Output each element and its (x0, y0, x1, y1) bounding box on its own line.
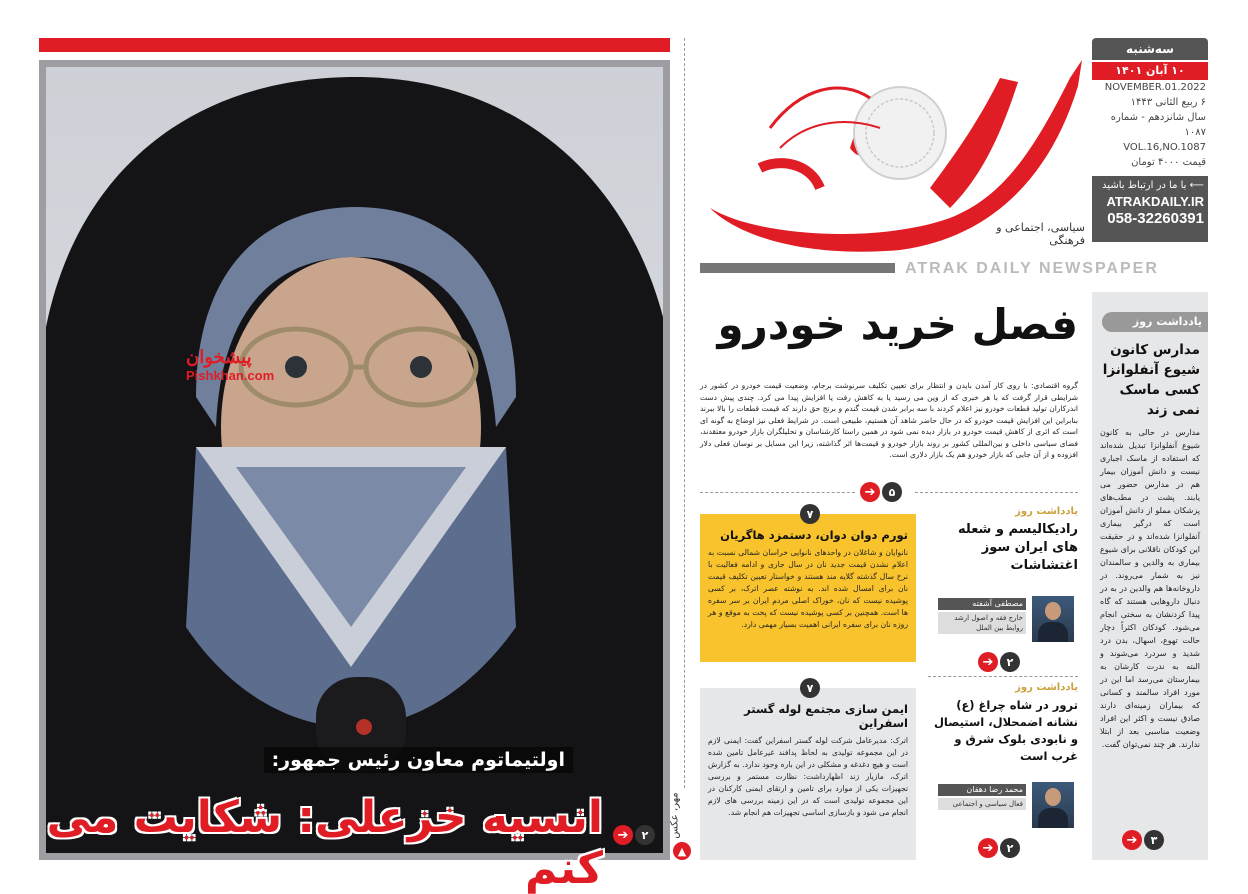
main-headline[interactable]: فصل خرید خودرو (717, 300, 1078, 349)
arrow-up-icon[interactable]: ▲ (673, 842, 691, 860)
phone-number[interactable]: 058-32260391 (1107, 210, 1204, 227)
note-body: مدارس در حالی به کانون شیوع آنفلوانزا تبدیل شده‌اند که استفاده از ماسک اجباری نیست و دانش آموزان بیمار هم در مدارس حضور می یابند. پشت در مطب‌های پزشکان مملو از دانش آموزان است که درگیر بیماری آنفلوانزا شده‌اند و در حقیقت این کودکان ناقلانی برای شیوع بیماری به والدین و سالمندان نیز به شمار می‌روند. در داروخانه‌ها هم والدین در به در دنبال داروهایی هستند که گاه پیدا کردنشان به سختی انجام می‌شود. کودکان اکثراً دچار حالت تهوع، اسهال، بدن درد شدید و سردرد می‌شوند و البته به ندرت کارشان به بیمارستان می‌رسد اما این در مورد افراد سالمند و کسانی که بیماران زمینه‌ای دارند صادق نیست و اکثر این افراد وضعیت مناسبی بعد از ابتلا ندارند. هر چند نمی‌توان گفت. (1100, 428, 1200, 749)
author-photo (1032, 782, 1074, 828)
photo-kicker: اولتیماتوم معاون رئیس جمهور: (264, 747, 573, 773)
arrow-right-icon: ➔ (860, 482, 880, 502)
dashed-divider (700, 492, 855, 493)
mid-tag: یادداشت روز (1015, 506, 1078, 517)
mid-title[interactable]: ترور در شاه چراغ (ع) نشانه اضمحلال، استیصال و نابودی بلوک شرق و غرب است (933, 698, 1078, 763)
author-role: خارج فقه و اصول ارشد روابط بین الملل (938, 612, 1026, 634)
contact-label (1096, 180, 1204, 191)
date-english: NOVEMBER.01.2022 (1104, 82, 1206, 93)
arrow-right-icon: ➔ (978, 652, 998, 672)
mid-note-bottom (928, 682, 1078, 860)
contact-box (1092, 176, 1208, 242)
note-page-link[interactable] (1122, 830, 1164, 850)
contact-label-text: با ما در ارتباط باشید (1102, 180, 1187, 191)
main-body: گروه اقتصادی: با روی کار آمدن بایدن و انتظار برای تعیین تکلیف سرنوشت برجام، وضعیت قیمت خودرو در کشور در شرایطی قرار گرفت که با هر خبری که از وین می رسید یا به کاهش رفت یا افزایش پیدا می کرد. چندی پیش دست اندرکاران تولید قطعات خودرو نیز اعلام کردند با سه برابر شدن قیمت گندم و برنج حق دارند که قیمت قطعات را بالا ببرند بنابراین این افزایش قیمت خودرو که در حال حاضر شاهد آن هستیم، طبیعی است. در شرایط فعلی نیز اوضاع به گونه ای است که اثری از کاهش قیمت خودرو در بازار دیده نمی شود در همین راستا کارشناسان و تحلیلگران بازار خودرو معتقدند، فضای سیاسی داخلی و بین‌المللی کشور بر روند بازار خودرو و قیمت‌ها اثر گذاشته، زیرا این مسایل بر نوسان فعلی دلار افزوده و از آن جایی که بازار خودرو هم یک بازار دلاری است. (700, 381, 1078, 459)
english-name-bar (700, 260, 1208, 276)
cover-photo[interactable] (46, 67, 663, 894)
photo-headline[interactable]: انسیه خزعلی: شکایت می کنم (46, 792, 603, 894)
note-title[interactable]: مدارس کانون شیوع آنفلوانزا کسی ماسک نمی زند (1102, 342, 1200, 418)
dashed-divider (915, 492, 1078, 493)
page-number: ۲ (1000, 652, 1020, 672)
note-tag: یادداشت روز (1102, 312, 1208, 332)
red-top-bar (39, 38, 670, 52)
author-role: فعال سیاسی و اجتماعی (938, 798, 1026, 810)
arrow-right-icon: ➔ (613, 825, 633, 845)
mid-title[interactable]: رادیکالیسم و شعله های ایران سوز اغتشاشات (958, 522, 1078, 573)
mid-note-top (928, 506, 1078, 676)
portrait-illustration (46, 67, 663, 853)
page-badge[interactable]: ۷ (800, 678, 820, 698)
page-number: ۳ (1144, 830, 1164, 850)
author-card (934, 596, 1074, 642)
gray-box-body: اترک: مدیرعامل شرکت لوله گستر اسفراین گفت: ایمنی لازم در این مجموعه تولیدی به لحاظ پدافند غیرعامل تامین شده است و هیچ دغدغه و مشکلی در این باره وجود ندارد. به گزارش اترک، مازیار زند اظهارداشت: نظارت مستمر و بررسی تجهیزات یکی از موارد برای تامین و ارتقای ایمنی کارکنان در این مجموعه تولیدی است که در این زمینه بررسی های لازم انجام می شود و بازسازی اساسی تجهیزات هم انجام شد. (708, 736, 908, 817)
author-card (934, 782, 1074, 828)
watermark-fa: پیشخوان (186, 347, 252, 367)
yellow-box-title[interactable]: تورم دوان دوان، دستمزد هاگریان (720, 528, 908, 542)
issue-persian: سال شانزدهم - شماره ۱۰۸۷ (1110, 112, 1206, 138)
page-number: ۲ (635, 825, 655, 845)
gray-bar (700, 263, 895, 273)
photo-page-link[interactable] (613, 825, 655, 845)
yellow-news-box (700, 507, 916, 662)
page-number: ۲ (1000, 838, 1020, 858)
arrow-right-icon: ➔ (1122, 830, 1142, 850)
date-persian: ۱۰ آبان ۱۴۰۱ (1092, 62, 1208, 80)
weekday: سه‌شنبه (1092, 38, 1208, 60)
cover-photo-panel (39, 38, 670, 894)
gray-box-title[interactable]: ایمن سازی مجتمع لوله گستر اسفراین (744, 702, 908, 730)
column-separator (684, 38, 685, 788)
daily-note-column (1092, 292, 1208, 860)
main-page-link[interactable] (860, 482, 902, 502)
mid-top-page-link[interactable] (978, 652, 1020, 672)
photo-credit-text: مهر، عکس (669, 792, 681, 839)
author-name: مصطفی آشفته (938, 598, 1026, 610)
masthead-tagline: سیاسی، اجتماعی و فرهنگی (996, 221, 1085, 247)
gray-news-box (700, 681, 916, 860)
arrow-left-icon: ⟵ (1189, 180, 1204, 191)
date-hijri: ۶ ربیع الثانی ۱۴۴۳ (1130, 97, 1206, 108)
website-link[interactable]: ATRAKDAILY.IR (1106, 194, 1204, 209)
page-badge[interactable]: ۷ (800, 504, 820, 524)
issue-english: VOL.16,NO.1087 (1123, 142, 1206, 153)
english-name: ATRAK DAILY NEWSPAPER (905, 260, 1159, 277)
watermark-en: Pishkhan.com (186, 368, 275, 383)
yellow-box-body: نانوایان و شاغلان در واحدهای نانوایی خراسان شمالی نسبت به اعلام نشدن قیمت جدید نان در سال جاری و ادامه فعالیت با نرخ سال گذشته گلایه مند هستند و خواستار تعیین تکلیف قیمت نان برای امسال شده اند. به نوشته عصر اترک، بر کسی پوشیده نیست که نان، خوراک اصلی مردم ایران بر سر سفره ها است. همچنین بر کسی پوشیده نیست که پخت به موقع و هر روزه نان برای سفره ایرانی اهمیت بسیار مهمی دارد. (708, 548, 908, 629)
photo-frame (39, 60, 670, 894)
price: قیمت ۴۰۰۰ تومان (1131, 157, 1206, 168)
page-number: ۵ (882, 482, 902, 502)
watermark (186, 347, 274, 383)
mid-bottom-page-link[interactable] (978, 838, 1020, 858)
date-box (1092, 38, 1208, 168)
arrow-right-icon: ➔ (978, 838, 998, 858)
author-name: محمد رضا دهقان (938, 784, 1026, 796)
masthead-logo[interactable] (700, 38, 1085, 258)
photo-credit (669, 790, 694, 860)
dashed-divider (928, 676, 1078, 677)
mid-tag: یادداشت روز (1015, 682, 1078, 693)
author-photo (1032, 596, 1074, 642)
